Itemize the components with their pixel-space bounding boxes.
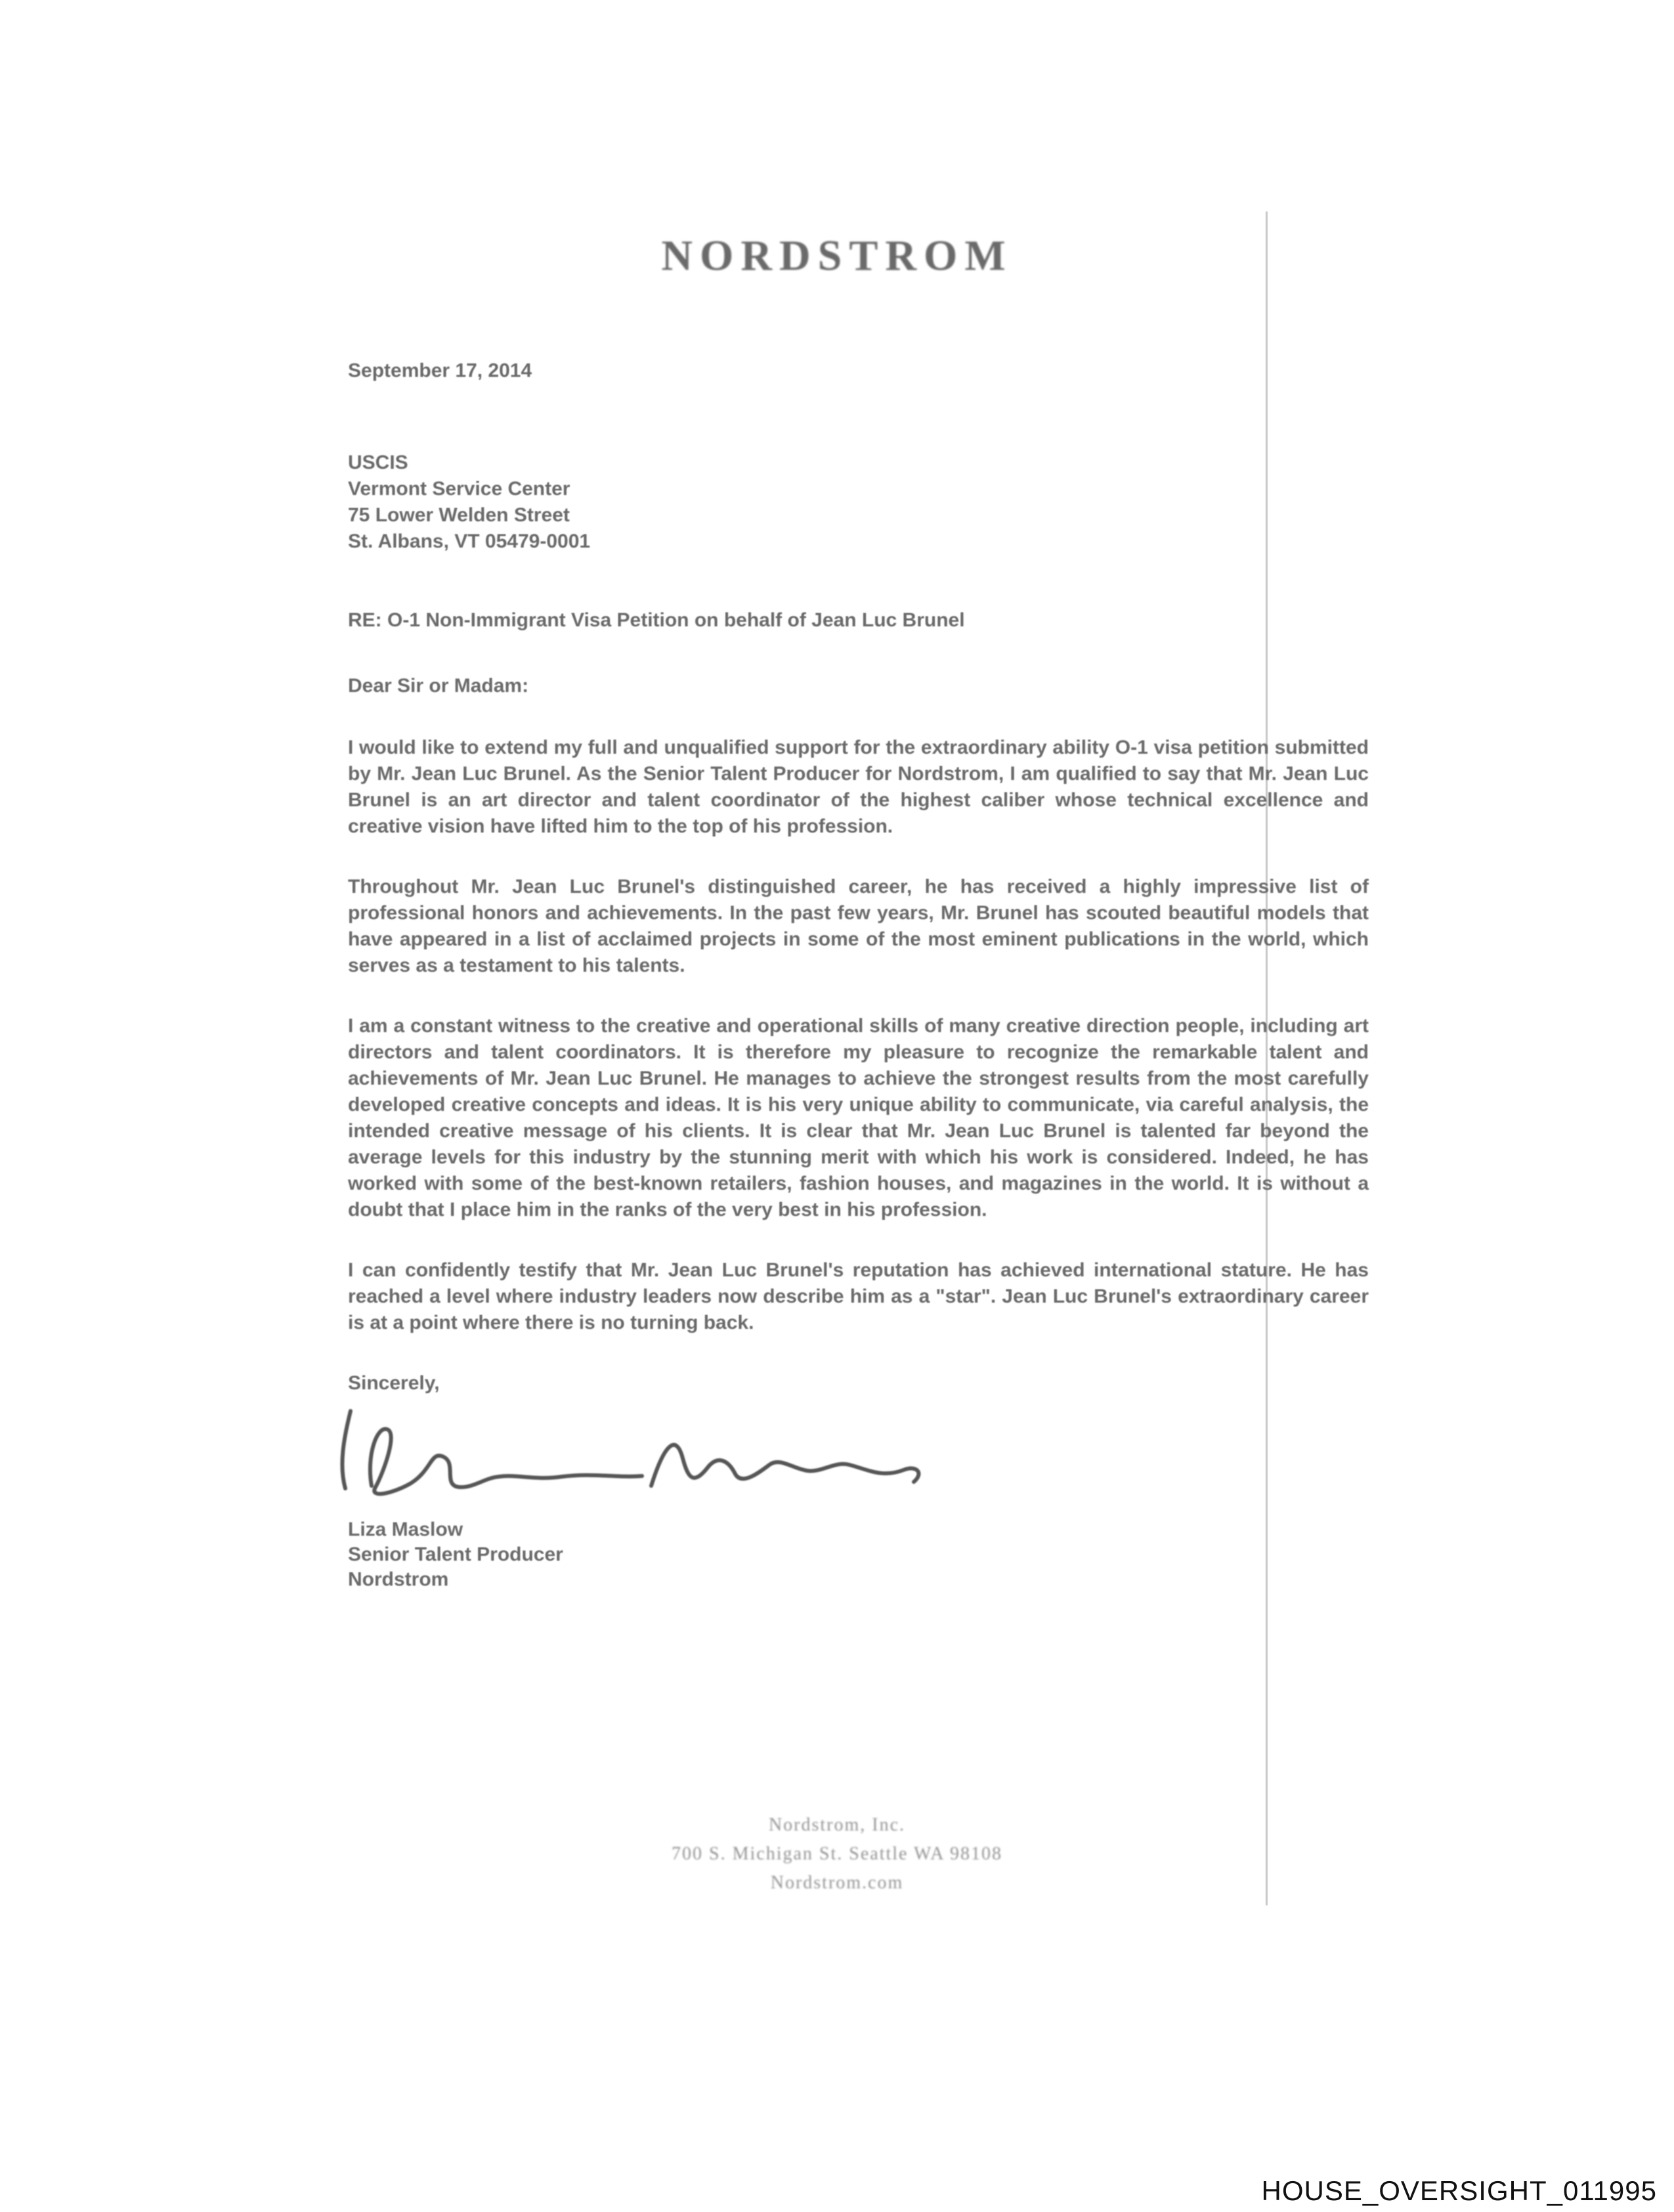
salutation: Dear Sir or Madam:	[348, 675, 529, 697]
re-subject-line: RE: O-1 Non-Immigrant Visa Petition on behalf of Jean Luc Brunel	[348, 609, 965, 631]
recipient-line-2: Vermont Service Center	[348, 478, 570, 500]
bates-number: HOUSE_OVERSIGHT_011995	[1261, 2175, 1657, 2206]
recipient-line-4: St. Albans, VT 05479-0001	[348, 531, 591, 552]
signer-name: Liza Maslow	[348, 1519, 463, 1540]
handwritten-signature-image	[328, 1399, 1369, 1517]
recipient-line-1: USCIS	[348, 452, 408, 473]
signature-block	[348, 1517, 1369, 1592]
letterhead-footer	[0, 1811, 1674, 1898]
paragraph-4: I can confidently testify that Mr. Jean Luc Brunel's reputation has achieved international stature. He has reached a level where industry leaders now describe him as a "star". Jean Luc Brunel's extraordinary career is at a point where there is no turning back.	[348, 1259, 1369, 1334]
letter-body	[348, 358, 1369, 1592]
paragraph-2: Throughout Mr. Jean Luc Brunel's distinguished career, he has received a highly impressive list of professional honors and achievements. In the past few years, Mr. Brunel has scouted beautiful models that have appeared in a list of acclaimed projects in some of the most eminent publications in the world, which serves as a testament to his talents.	[348, 876, 1369, 976]
recipient-line-3: 75 Lower Welden Street	[348, 504, 570, 526]
recipient-address	[348, 450, 1369, 555]
nordstrom-logo: NORDSTROM	[661, 232, 1013, 280]
footer-company-line: Nordstrom, Inc.	[768, 1815, 906, 1835]
footer-website-line: Nordstrom.com	[770, 1873, 904, 1893]
signer-company: Nordstrom	[348, 1569, 449, 1590]
footer-address-line: 700 S. Michigan St. Seattle WA 98108	[672, 1844, 1002, 1864]
signer-title: Senior Talent Producer	[348, 1544, 563, 1565]
paragraph-1: I would like to extend my full and unqualified support for the extraordinary ability O-1 visa petition submitted by Mr. Jean Luc Brunel. As the Senior Talent Producer for Nordstrom, I am qualified to say that Mr. Jean Luc Brunel is an art director and talent coordinator of the highest caliber whose technical excellence and creative vision have lifted him to the top of his profession.	[348, 737, 1369, 837]
paragraph-3: I am a constant witness to the creative and operational skills of many creative direction people, including art directors and talent coordinators. It is therefore my pleasure to recognize the remarkable talent and achievements of Mr. Jean Luc Brunel. He manages to achieve the strongest results from the most carefully developed creative concepts and ideas. It is his very unique ability to communicate, via careful analysis, the intended creative message of his clients. It is clear that Mr. Jean Luc Brunel is talented far beyond the average levels for this industry by the stunning merit with which his work is considered. Indeed, he has worked with some of the best-known retailers, fashion houses, and magazines in the world. It is without a doubt that I place him in the ranks of the very best in his profession.	[348, 1015, 1369, 1221]
letter-date: September 17, 2014	[348, 360, 532, 381]
closing-salutation: Sincerely,	[348, 1372, 440, 1394]
